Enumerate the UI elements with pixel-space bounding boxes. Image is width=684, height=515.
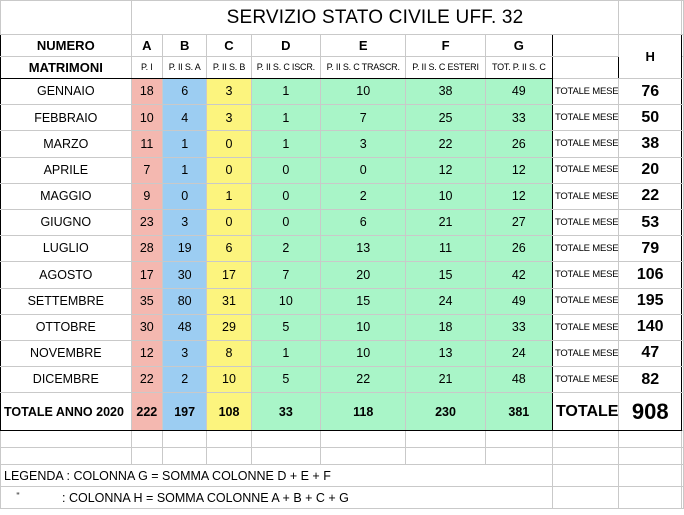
cell-b: 30 bbox=[163, 262, 207, 288]
cell-b: 4 bbox=[163, 105, 207, 131]
cell-g: 49 bbox=[485, 79, 552, 105]
cell-c: 0 bbox=[207, 131, 251, 157]
total-a: 222 bbox=[131, 393, 162, 431]
cell-e: 6 bbox=[321, 209, 406, 235]
month-name: APRILE bbox=[1, 157, 132, 183]
cell-h: 140 bbox=[619, 314, 682, 340]
table-row bbox=[1, 79, 684, 105]
cell-d: 1 bbox=[251, 79, 320, 105]
cell-c: 17 bbox=[207, 262, 251, 288]
empty-cell bbox=[681, 1, 683, 35]
subheader-g: TOT. P. II S. C bbox=[485, 57, 552, 79]
empty-cell bbox=[552, 57, 619, 79]
cell-a: 10 bbox=[131, 105, 162, 131]
cell-f: 24 bbox=[406, 288, 485, 314]
total-month-label: TOTALE MESE bbox=[552, 131, 619, 157]
empty-cell bbox=[681, 131, 683, 157]
header-numero: NUMERO bbox=[1, 35, 132, 57]
total-month-label: TOTALE MESE bbox=[552, 314, 619, 340]
cell-g: 24 bbox=[485, 340, 552, 366]
empty-cell bbox=[681, 183, 683, 209]
total-c: 108 bbox=[207, 393, 251, 431]
month-name: DICEMBRE bbox=[1, 367, 132, 393]
cell-a: 7 bbox=[131, 157, 162, 183]
cell-g: 33 bbox=[485, 314, 552, 340]
cell-c: 3 bbox=[207, 105, 251, 131]
month-name: LUGLIO bbox=[1, 236, 132, 262]
cell-g: 26 bbox=[485, 131, 552, 157]
cell-a: 30 bbox=[131, 314, 162, 340]
cell-d: 1 bbox=[251, 340, 320, 366]
total-h: 908 bbox=[619, 393, 682, 431]
cell-f: 13 bbox=[406, 340, 485, 366]
empty-cell bbox=[619, 1, 682, 35]
cell-h: 50 bbox=[619, 105, 682, 131]
cell-e: 10 bbox=[321, 340, 406, 366]
total-e: 118 bbox=[321, 393, 406, 431]
total-month-label: TOTALE MESE bbox=[552, 367, 619, 393]
cell-d: 1 bbox=[251, 105, 320, 131]
cell-b: 1 bbox=[163, 157, 207, 183]
cell-h: 53 bbox=[619, 209, 682, 235]
table-row bbox=[1, 262, 684, 288]
subheader-e: P. II S. C TRASCR. bbox=[321, 57, 406, 79]
cell-c: 3 bbox=[207, 79, 251, 105]
cell-h: 106 bbox=[619, 262, 682, 288]
total-f: 230 bbox=[406, 393, 485, 431]
cell-h: 47 bbox=[619, 340, 682, 366]
cell-h: 195 bbox=[619, 288, 682, 314]
cell-e: 3 bbox=[321, 131, 406, 157]
table-row bbox=[1, 314, 684, 340]
cell-e: 15 bbox=[321, 288, 406, 314]
month-name: GENNAIO bbox=[1, 79, 132, 105]
cell-d: 0 bbox=[251, 183, 320, 209]
month-name: AGOSTO bbox=[1, 262, 132, 288]
table-row bbox=[1, 367, 684, 393]
cell-d: 0 bbox=[251, 157, 320, 183]
cell-a: 12 bbox=[131, 340, 162, 366]
cell-h: 76 bbox=[619, 79, 682, 105]
month-name: NOVEMBRE bbox=[1, 340, 132, 366]
cell-g: 33 bbox=[485, 105, 552, 131]
month-name: OTTOBRE bbox=[1, 314, 132, 340]
empty-cell bbox=[1, 1, 132, 35]
legend-line-2 bbox=[1, 487, 553, 509]
empty-cell bbox=[681, 236, 683, 262]
total-month-label: TOTALE MESE bbox=[552, 157, 619, 183]
total-month-label: TOTALE MESE bbox=[552, 79, 619, 105]
cell-f: 15 bbox=[406, 262, 485, 288]
cell-d: 5 bbox=[251, 314, 320, 340]
cell-g: 49 bbox=[485, 288, 552, 314]
cell-b: 80 bbox=[163, 288, 207, 314]
cell-f: 25 bbox=[406, 105, 485, 131]
cell-a: 22 bbox=[131, 367, 162, 393]
cell-b: 2 bbox=[163, 367, 207, 393]
cell-f: 22 bbox=[406, 131, 485, 157]
month-name: MARZO bbox=[1, 131, 132, 157]
cell-g: 42 bbox=[485, 262, 552, 288]
subheader-c: P. II S. B bbox=[207, 57, 251, 79]
total-d: 33 bbox=[251, 393, 320, 431]
cell-f: 38 bbox=[406, 79, 485, 105]
cell-d: 0 bbox=[251, 209, 320, 235]
cell-c: 31 bbox=[207, 288, 251, 314]
page-title: SERVIZIO STATO CIVILE UFF. 32 bbox=[131, 1, 619, 35]
cell-c: 6 bbox=[207, 236, 251, 262]
column-header-b: B bbox=[163, 35, 207, 57]
cell-d: 2 bbox=[251, 236, 320, 262]
cell-d: 5 bbox=[251, 367, 320, 393]
total-month-label: TOTALE MESE bbox=[552, 183, 619, 209]
cell-g: 12 bbox=[485, 157, 552, 183]
cell-b: 3 bbox=[163, 340, 207, 366]
table-row bbox=[1, 236, 684, 262]
month-name: SETTEMBRE bbox=[1, 288, 132, 314]
cell-c: 1 bbox=[207, 183, 251, 209]
empty-cell bbox=[681, 393, 683, 431]
cell-c: 29 bbox=[207, 314, 251, 340]
total-year-label: TOTALE ANNO 2020 bbox=[1, 393, 132, 431]
column-header-e: E bbox=[321, 35, 406, 57]
cell-h: 82 bbox=[619, 367, 682, 393]
table-row bbox=[1, 340, 684, 366]
cell-h: 22 bbox=[619, 183, 682, 209]
table-row bbox=[1, 105, 684, 131]
cell-b: 6 bbox=[163, 79, 207, 105]
cell-f: 10 bbox=[406, 183, 485, 209]
column-header-f: F bbox=[406, 35, 485, 57]
cell-a: 17 bbox=[131, 262, 162, 288]
total-month-label: TOTALE MESE bbox=[552, 340, 619, 366]
column-header-a: A bbox=[131, 35, 162, 57]
cell-d: 10 bbox=[251, 288, 320, 314]
column-header-g: G bbox=[485, 35, 552, 57]
empty-cell bbox=[681, 288, 683, 314]
cell-g: 12 bbox=[485, 183, 552, 209]
cell-f: 11 bbox=[406, 236, 485, 262]
cell-b: 48 bbox=[163, 314, 207, 340]
table-row bbox=[1, 288, 684, 314]
empty-cell bbox=[552, 35, 619, 57]
ditto-mark: " bbox=[16, 490, 20, 501]
legend-line-1: LEGENDA : COLONNA G = SOMMA COLONNE D + E + F bbox=[1, 465, 553, 487]
month-name: GIUGNO bbox=[1, 209, 132, 235]
cell-e: 10 bbox=[321, 314, 406, 340]
cell-e: 10 bbox=[321, 79, 406, 105]
month-name: FEBBRAIO bbox=[1, 105, 132, 131]
total-g: 381 bbox=[485, 393, 552, 431]
total-month-label: TOTALE MESE bbox=[552, 209, 619, 235]
cell-a: 18 bbox=[131, 79, 162, 105]
cell-h: 79 bbox=[619, 236, 682, 262]
subheader-d: P. II S. C ISCR. bbox=[251, 57, 320, 79]
cell-c: 0 bbox=[207, 157, 251, 183]
cell-c: 0 bbox=[207, 209, 251, 235]
cell-e: 13 bbox=[321, 236, 406, 262]
cell-a: 9 bbox=[131, 183, 162, 209]
empty-cell bbox=[681, 262, 683, 288]
empty-cell bbox=[681, 35, 683, 57]
cell-g: 26 bbox=[485, 236, 552, 262]
total-month-label: TOTALE MESE bbox=[552, 105, 619, 131]
cell-h: 20 bbox=[619, 157, 682, 183]
cell-e: 22 bbox=[321, 367, 406, 393]
column-header-d: D bbox=[251, 35, 320, 57]
cell-c: 8 bbox=[207, 340, 251, 366]
cell-f: 21 bbox=[406, 209, 485, 235]
table-row bbox=[1, 157, 684, 183]
empty-cell bbox=[681, 157, 683, 183]
cell-b: 3 bbox=[163, 209, 207, 235]
empty-cell bbox=[681, 367, 683, 393]
cell-a: 11 bbox=[131, 131, 162, 157]
cell-b: 0 bbox=[163, 183, 207, 209]
cell-f: 21 bbox=[406, 367, 485, 393]
month-name: MAGGIO bbox=[1, 183, 132, 209]
subheader-b: P. II S. A bbox=[163, 57, 207, 79]
cell-b: 1 bbox=[163, 131, 207, 157]
subheader-f: P. II S. C ESTERI bbox=[406, 57, 485, 79]
empty-cell bbox=[681, 79, 683, 105]
cell-d: 1 bbox=[251, 131, 320, 157]
total-word: TOTALE bbox=[552, 393, 619, 431]
empty-cell bbox=[681, 209, 683, 235]
cell-e: 0 bbox=[321, 157, 406, 183]
cell-b: 19 bbox=[163, 236, 207, 262]
table-row bbox=[1, 131, 684, 157]
cell-e: 2 bbox=[321, 183, 406, 209]
subheader-a: P. I bbox=[131, 57, 162, 79]
empty-cell bbox=[681, 105, 683, 131]
legend-line-2-text: : COLONNA H = SOMMA COLONNE A + B + C + G bbox=[62, 490, 349, 505]
cell-f: 18 bbox=[406, 314, 485, 340]
cell-a: 23 bbox=[131, 209, 162, 235]
total-month-label: TOTALE MESE bbox=[552, 262, 619, 288]
cell-d: 7 bbox=[251, 262, 320, 288]
cell-g: 27 bbox=[485, 209, 552, 235]
total-b: 197 bbox=[163, 393, 207, 431]
table-row bbox=[1, 183, 684, 209]
empty-cell bbox=[681, 340, 683, 366]
cell-a: 28 bbox=[131, 236, 162, 262]
cell-g: 48 bbox=[485, 367, 552, 393]
cell-h: 38 bbox=[619, 131, 682, 157]
cell-a: 35 bbox=[131, 288, 162, 314]
column-header-h: H bbox=[619, 35, 682, 79]
column-header-c: C bbox=[207, 35, 251, 57]
cell-c: 10 bbox=[207, 367, 251, 393]
empty-cell bbox=[681, 57, 683, 79]
cell-e: 7 bbox=[321, 105, 406, 131]
cell-e: 20 bbox=[321, 262, 406, 288]
total-month-label: TOTALE MESE bbox=[552, 288, 619, 314]
table-row bbox=[1, 209, 684, 235]
month-rows bbox=[1, 79, 684, 393]
header-matrimoni: MATRIMONI bbox=[1, 57, 132, 79]
empty-cell bbox=[681, 314, 683, 340]
total-month-label: TOTALE MESE bbox=[552, 236, 619, 262]
cell-f: 12 bbox=[406, 157, 485, 183]
